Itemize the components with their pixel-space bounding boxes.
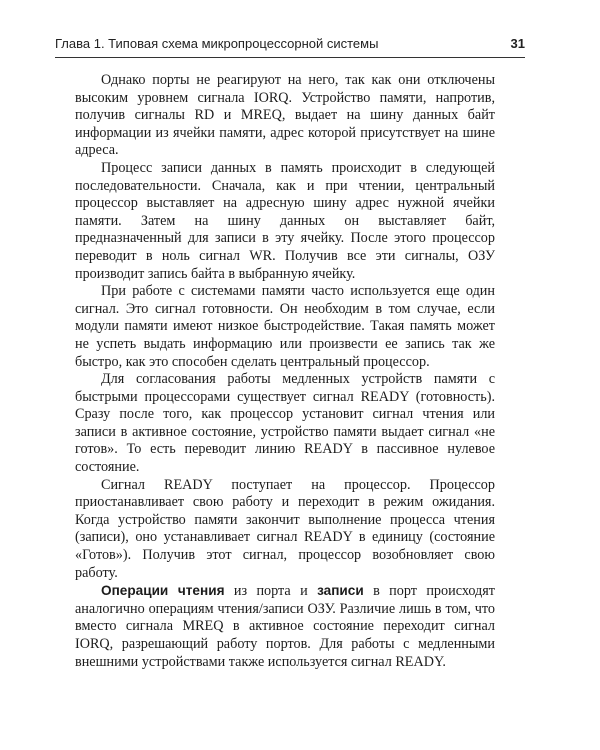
body-text (75, 72, 495, 671)
bold-term-write: записи (317, 583, 364, 599)
paragraph-6-text-1: из порта и (224, 583, 318, 600)
paragraph-5: Сигнал READY поступает на процессор. Процессор приостанавливает свою работу и переходит в режим ожидания. Когда устройство памяти закончит выполнение процесса чтения (записи), оно устанавливает сигнал READY в единицу (состояние «Готов»). Получив этот сигнал, процессор возобновляет свою работу. (75, 476, 495, 581)
paragraph-6 (75, 582, 495, 671)
paragraph-1: Однако порты не реагируют на него, так как они отключены высоким уровнем сигнала IORQ. Устройство памяти, напротив, получив сигналы RD и MREQ, выдает на шину данных байт информации из ячейки памяти, адрес которой присутствует на шине адреса. (75, 72, 495, 159)
header-divider (55, 57, 525, 58)
paragraph-6-text-2: в порт происходят аналогично операциям чтения/записи ОЗУ. Различие лишь в том, что вместо сигнала MREQ в активное состояние переходит сигнал IORQ, разрешающий работу портов. Для работы с медленными внешними устройствами также используется сигнал READY. (75, 583, 495, 670)
paragraph-4: Для согласования работы медленных устройств памяти с быстрыми процессорами существует сигнал READY (готовность). Сразу после того, как процессор установит сигнал чтения или записи в активное состояние, устройство памяти выдает сигнал «не готов». То есть переводит линию READY в пассивное нулевое состояние. (75, 371, 495, 476)
page-header (55, 36, 525, 56)
bold-term-read-operations: Операции чтения (101, 583, 225, 599)
paragraph-3: При работе с системами памяти часто используется еще один сигнал. Это сигнал готовности. Он необходим в том случае, если модули памяти имеют низкое быстродействие. Такая память может не успеть выдать информацию или произвести ее запись так же быстро, как это способен сделать центральный процессор. (75, 283, 495, 370)
page-number: 31 (510, 36, 525, 51)
paragraph-2: Процесс записи данных в память происходит в следующей последовательности. Сначала, как и при чтении, центральный процессор выставляет на адресную шину адрес нужной ячейки памяти. Затем на шину данных он выставляет байт, предназначенный для записи в эту ячейку. После этого процессор переводит в ноль сигнал WR. Получив все эти сигналы, ОЗУ производит запись байта в выбранную ячейку. (75, 159, 495, 282)
running-header-title: Глава 1. Типовая схема микропроцессорной системы (55, 36, 379, 51)
